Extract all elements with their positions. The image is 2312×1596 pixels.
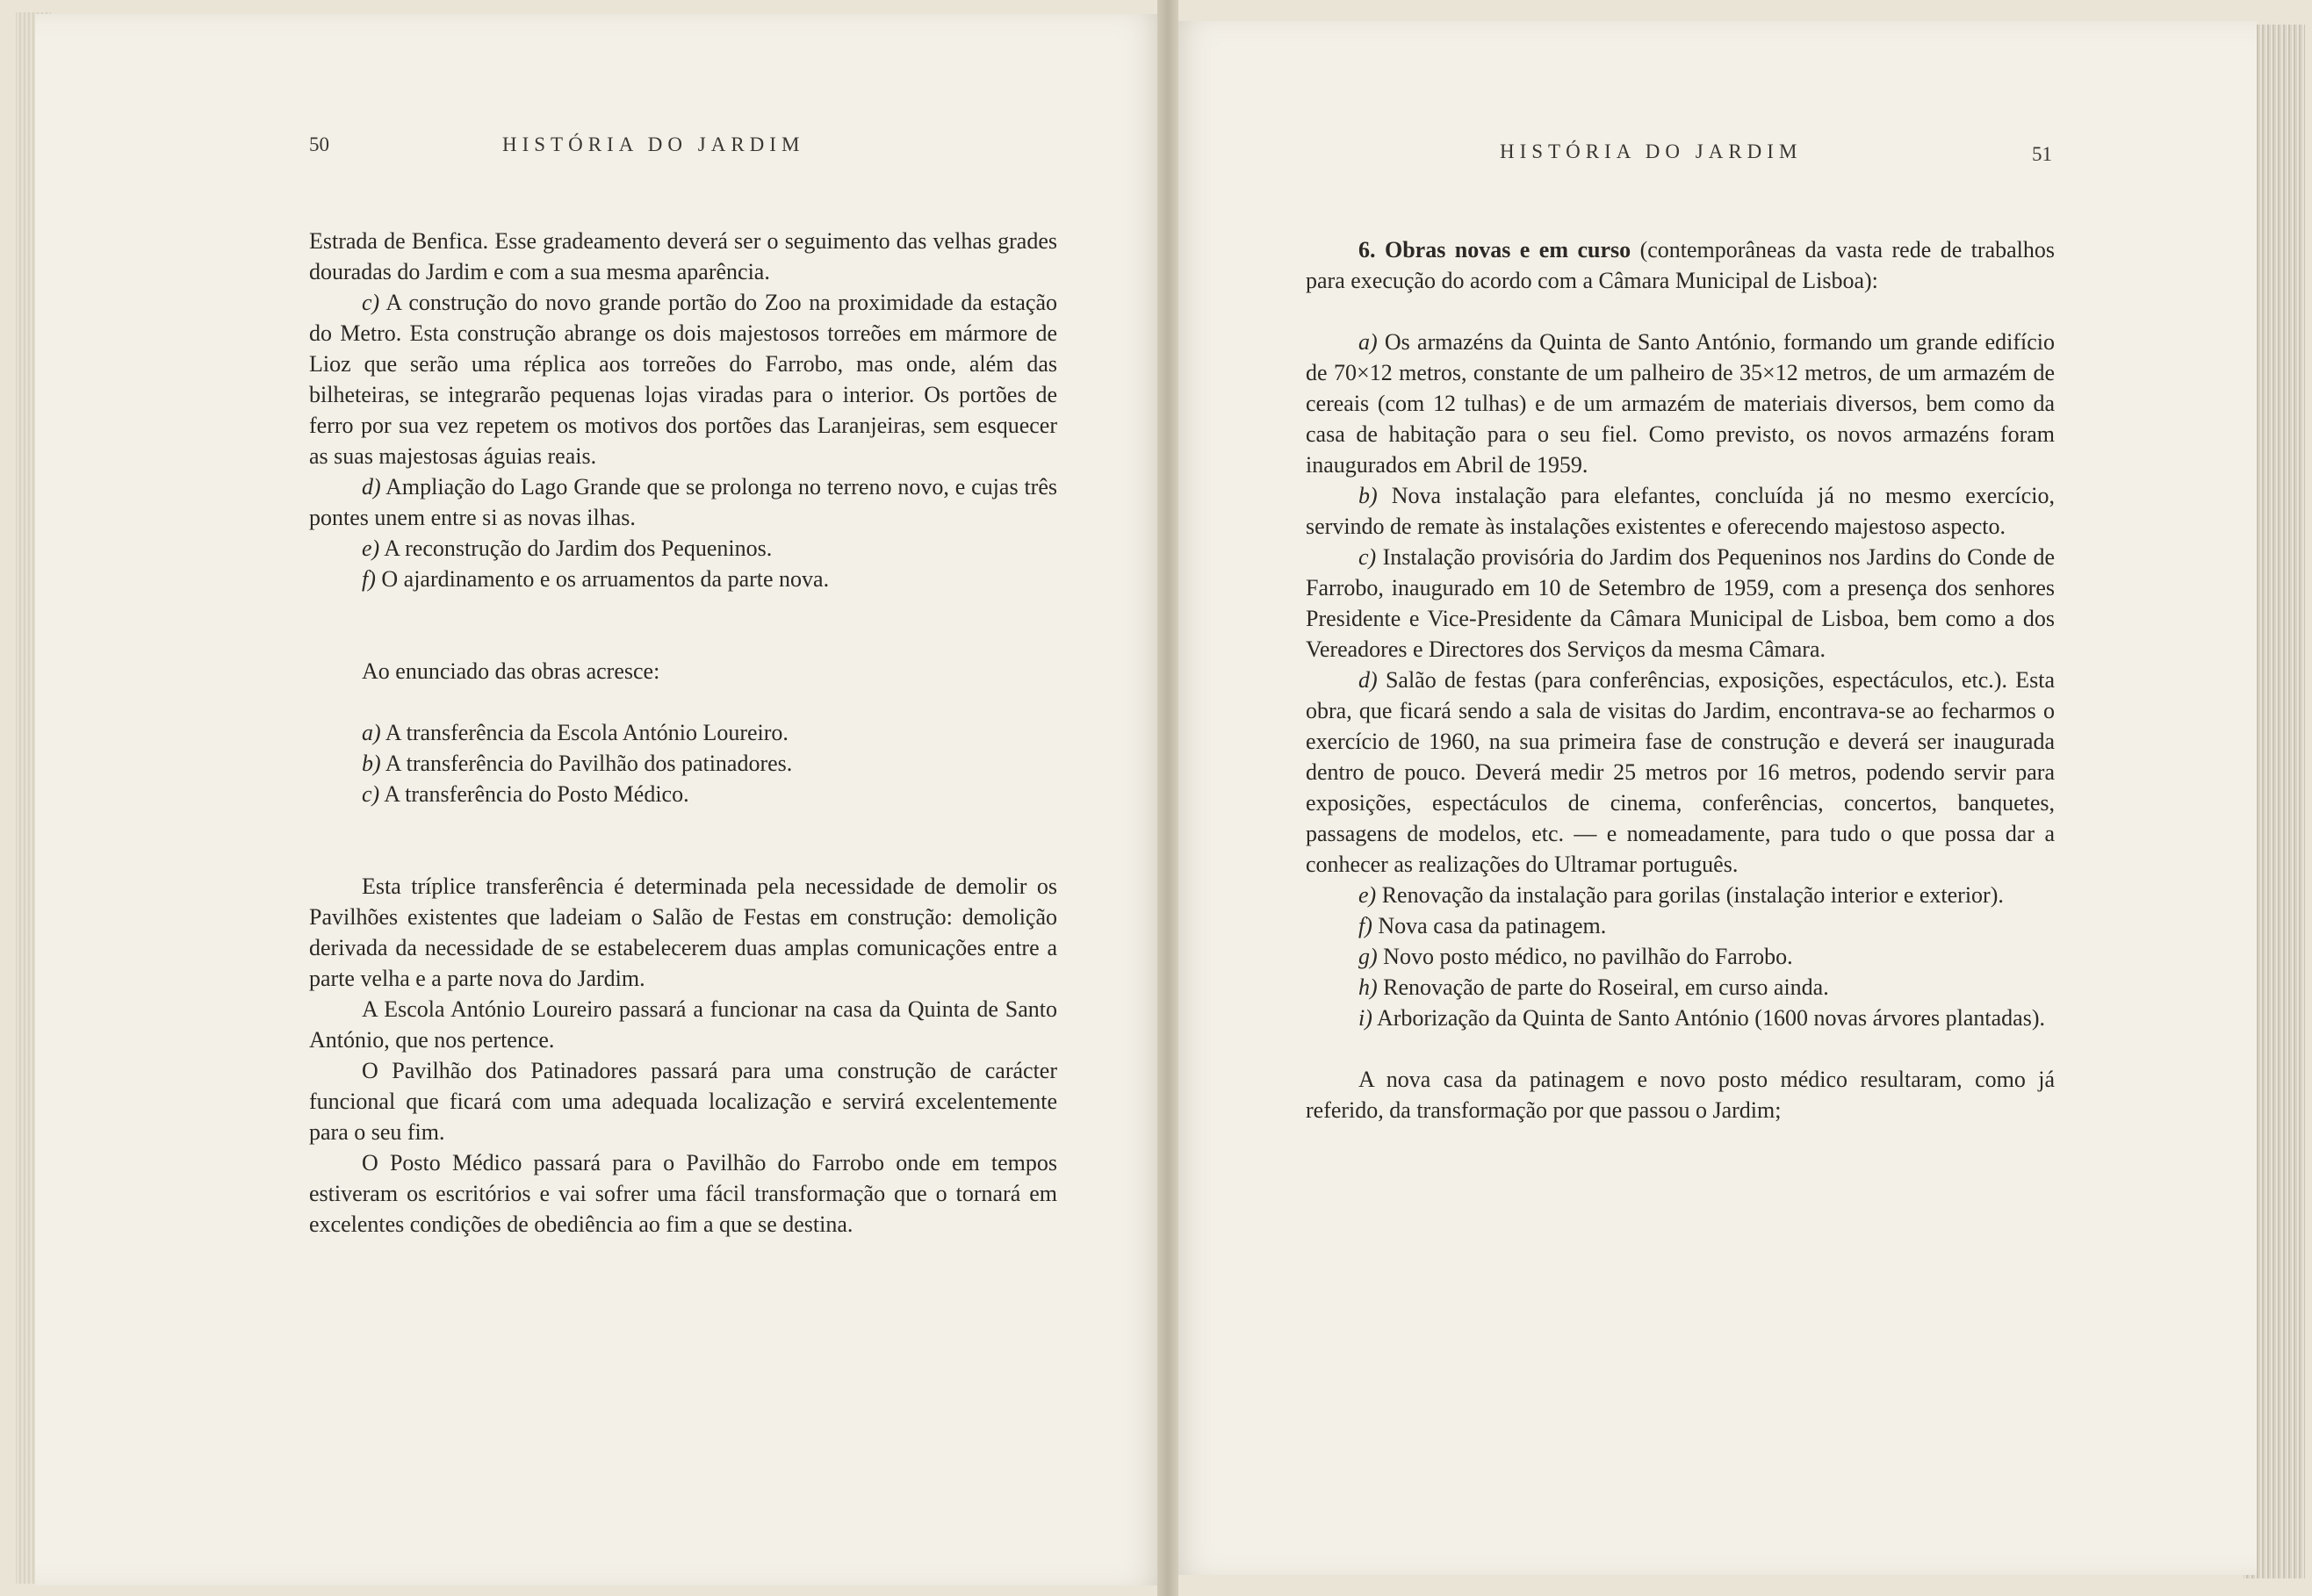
list-item xyxy=(1306,972,2055,1003)
item-text: Novo posto médico, no pavilhão do Farrobo. xyxy=(1383,944,1793,969)
item-label: f) xyxy=(1358,913,1372,938)
item-label: c) xyxy=(362,781,380,807)
item-label: i) xyxy=(1358,1005,1372,1031)
item-text: Nova instalação para elefantes, concluída já no mesmo exercício, servindo de remate às instalações existentes e oferecendo majestoso aspecto. xyxy=(1306,483,2056,539)
item-text: Salão de festas (para conferências, exposições, espectáculos, etc.). Esta obra, que ficará sendo a sala de visitas do Jardim, encontrava-se ao fecharmos o exercício de 1960, na sua primeira fase de construção e deverá ser inaugurada dentro de pouco. Deverá medir 25 metros por 16 metros, podendo servir para exposições, espectáculos de cinema, conferências, concertos, banquetes, passagens de modelos, etc. — e nomeadamente, para tudo o que possa dar a conhecer as realizações do Ultramar português. xyxy=(1306,667,2055,877)
item-text: A transferência do Pavilhão dos patinadores. xyxy=(385,751,793,776)
item-label: a) xyxy=(362,720,381,745)
item-text: A transferência da Escola António Loureiro. xyxy=(385,720,789,745)
paragraph-text: Estrada de Benfica. Esse gradeamento deverá ser o seguimento das velhas grades douradas do Jardim e com a sua mesma aparência. xyxy=(309,228,1057,284)
item-label: c) xyxy=(1358,544,1377,570)
left-page-body xyxy=(309,226,1057,1240)
list-item xyxy=(1306,480,2055,542)
item-text: Ampliação do Lago Grande que se prolonga no terreno novo, e cujas três pontes unem entre si as novas ilhas. xyxy=(309,474,1057,530)
list-item xyxy=(309,287,1057,471)
item-label: e) xyxy=(1358,882,1377,908)
list-item xyxy=(1306,327,2055,480)
list-item xyxy=(1306,1003,2055,1033)
list-item xyxy=(309,748,1057,779)
left-page-number: 50 xyxy=(309,133,329,155)
right-running-head: HISTÓRIA DO JARDIM xyxy=(1500,140,1803,162)
paragraph xyxy=(309,1147,1057,1240)
right-page-number: 51 xyxy=(2032,143,2052,165)
list-item xyxy=(309,717,1057,748)
item-text: A transferência do Posto Médico. xyxy=(384,781,689,807)
list-item xyxy=(1306,665,2055,880)
paragraph xyxy=(309,656,1057,687)
item-text: Renovação da instalação para gorilas (instalação interior e exterior). xyxy=(1381,882,2004,908)
paragraph xyxy=(309,1055,1057,1147)
section-number: 6. xyxy=(1358,237,1376,262)
item-text: Os armazéns da Quinta de Santo António, formando um grande edifício de 70×12 metros, constante de um palheiro de 35×12 metros, de um armazém de cereais (com 12 tulhas) e de um armazém de materiais diversos, bem como da casa de habitação para o seu fiel. Como previsto, os novos armazéns foram inaugurados em Abril de 1959. xyxy=(1306,329,2055,478)
item-label: e) xyxy=(362,536,380,561)
item-label: g) xyxy=(1358,944,1378,969)
paragraph-text: Ao enunciado das obras acresce: xyxy=(362,658,660,684)
list-item xyxy=(1306,880,2055,910)
item-label: a) xyxy=(1358,329,1378,355)
paragraph xyxy=(309,994,1057,1055)
item-text: Nova casa da patinagem. xyxy=(1378,913,1607,938)
paragraph-text: O Posto Médico passará para o Pavilhão do Farrobo onde em tempos estiveram os escritórios e vai sofrer uma fácil transformação que o tornará em excelentes condições de obediência ao fim a que se destina. xyxy=(309,1150,1057,1237)
list-item xyxy=(1306,941,2055,972)
section-title: Obras novas e em curso xyxy=(1384,237,1631,262)
item-label: b) xyxy=(362,751,381,776)
paragraph-text: Esta tríplice transferência é determinada pela necessidade de demolir os Pavilhões existentes que ladeiam o Salão de Festas em construção: demolição derivada da necessidade de se estabelecerem duas amplas comunicações entre a parte velha e a parte nova do Jardim. xyxy=(309,873,1057,991)
list-item xyxy=(309,533,1057,564)
item-text: O ajardinamento e os arruamentos da parte nova. xyxy=(381,566,830,592)
paragraph xyxy=(309,226,1057,287)
item-text: A construção do novo grande portão do Zoo na proximidade da estação do Metro. Esta construção abrange os dois majestosos torreões em mármore de Lioz que serão uma réplica aos torreões do Farrobo, mas onde, além das bilheteiras, se integrarão pequenas lojas viradas para o interior. Os portões de ferro por sua vez repetem os motivos dos portões das Laranjeiras, sem esquecer as suas majestosas águias reais. xyxy=(309,290,1057,469)
item-label: d) xyxy=(362,474,381,500)
list-item xyxy=(309,471,1057,533)
item-label: d) xyxy=(1358,667,1378,693)
item-text: A reconstrução do Jardim dos Pequeninos. xyxy=(384,536,773,561)
list-item xyxy=(1306,910,2055,941)
item-text: Instalação provisória do Jardim dos Pequeninos nos Jardins do Conde de Farrobo, inaugurado em 10 de Setembro de 1959, com a presença dos senhores Presidente e Vice-Presidente da Câmara Municipal de Lisboa, bem como a dos Vereadores e Directores dos Serviços da mesma Câmara. xyxy=(1306,544,2055,662)
item-label: c) xyxy=(362,290,380,315)
paragraph xyxy=(309,871,1057,994)
paragraph-text: O Pavilhão dos Patinadores passará para uma construção de carácter funcional que ficará com uma adequada localização e servirá excelentemente para o seu fim. xyxy=(309,1058,1057,1145)
left-running-head: HISTÓRIA DO JARDIM xyxy=(502,133,805,155)
item-text: Arborização da Quinta de Santo António (1600 novas árvores plantadas). xyxy=(1376,1005,2045,1031)
book-gutter xyxy=(1157,0,1178,1596)
list-item xyxy=(309,779,1057,809)
item-label: h) xyxy=(1358,974,1378,1000)
item-label: b) xyxy=(1358,483,1378,508)
list-item xyxy=(1306,542,2055,665)
paragraph xyxy=(1306,1064,2055,1125)
list-item xyxy=(309,564,1057,594)
section-intro: (contemporâneas da vasta rede de trabalhos para execução do acordo com a Câmara Municipal de Lisboa): xyxy=(1306,237,2056,293)
paragraph-text: A nova casa da patinagem e novo posto médico resultaram, como já referido, da transformação por que passou o Jardim; xyxy=(1306,1067,2055,1123)
item-label: f) xyxy=(362,566,376,592)
right-page-body xyxy=(1306,234,2055,1125)
item-text: Renovação de parte do Roseiral, em curso ainda. xyxy=(1383,974,1829,1000)
paragraph-text: A Escola António Loureiro passará a funcionar na casa da Quinta de Santo António, que nos pertence. xyxy=(309,996,1057,1053)
section-heading xyxy=(1306,234,2055,296)
